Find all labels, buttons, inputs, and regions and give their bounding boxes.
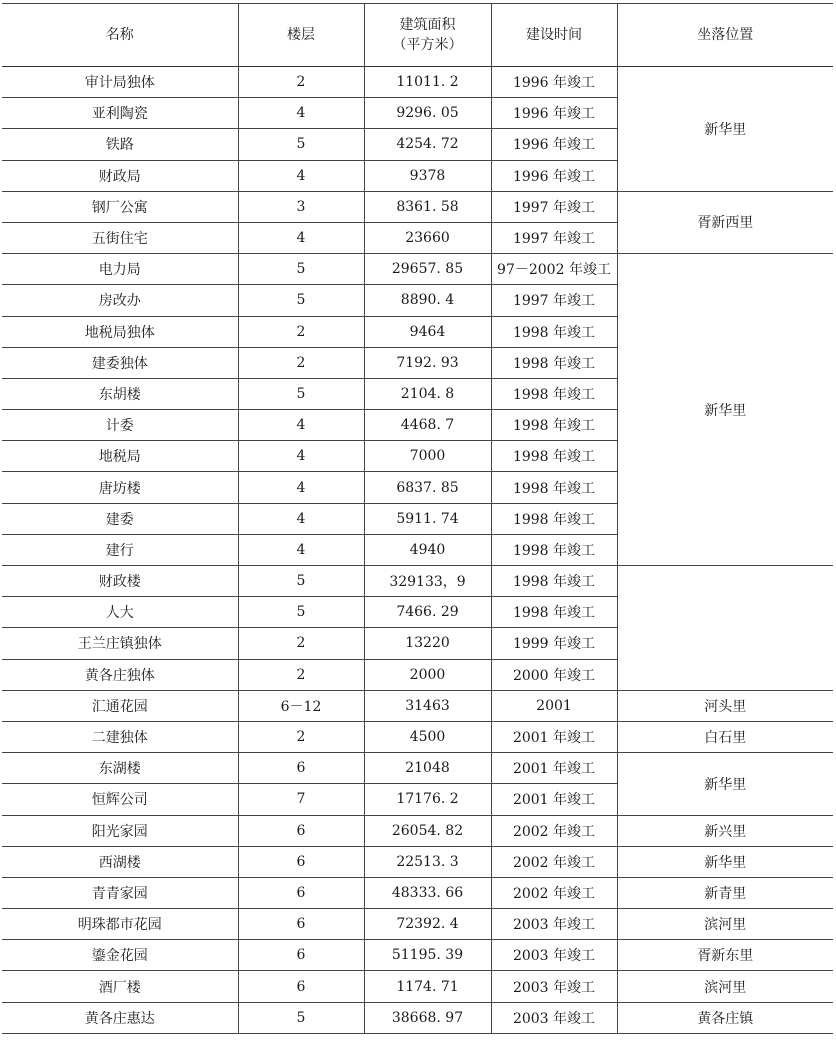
header-time: 建设时间 [491, 4, 617, 67]
cell-floors: 4 [238, 472, 364, 503]
cell-area: 329133，9 [364, 566, 491, 597]
table-row [2, 690, 833, 721]
cell-location: 新华里 [617, 67, 833, 192]
cell-floors: 6 [238, 909, 364, 940]
cell-floors: 6－12 [238, 690, 364, 721]
cell-floors: 5 [238, 254, 364, 285]
cell-name: 铁路 [2, 129, 238, 160]
cell-area: 29657. 85 [364, 254, 491, 285]
cell-time: 1999 年竣工 [491, 628, 617, 659]
cell-time: 1997 年竣工 [491, 191, 617, 222]
cell-name: 建委 [2, 503, 238, 534]
cell-time: 2002 年竣工 [491, 846, 617, 877]
header-area-line2: （平方米） [392, 37, 463, 53]
cell-time: 1996 年竣工 [491, 129, 617, 160]
cell-time: 2001 年竣工 [491, 753, 617, 784]
cell-name: 财政局 [2, 160, 238, 191]
cell-area: 72392. 4 [364, 909, 491, 940]
cell-floors: 6 [238, 877, 364, 908]
cell-time: 2003 年竣工 [491, 971, 617, 1002]
cell-area: 4254. 72 [364, 129, 491, 160]
cell-time: 1998 年竣工 [491, 347, 617, 378]
cell-area: 4940 [364, 534, 491, 565]
cell-floors: 6 [238, 940, 364, 971]
cell-time: 2003 年竣工 [491, 940, 617, 971]
cell-time: 1998 年竣工 [491, 378, 617, 409]
table-row [2, 191, 833, 222]
cell-floors: 2 [238, 67, 364, 98]
table-row [2, 971, 833, 1002]
cell-area: 1174. 71 [364, 971, 491, 1002]
cell-area: 2104. 8 [364, 378, 491, 409]
table-row [2, 877, 833, 908]
table-body [2, 67, 833, 1034]
cell-location: 滨河里 [617, 971, 833, 1002]
cell-floors: 6 [238, 971, 364, 1002]
cell-time: 2002 年竣工 [491, 815, 617, 846]
cell-time: 1996 年竣工 [491, 160, 617, 191]
cell-time: 1998 年竣工 [491, 441, 617, 472]
cell-time: 1998 年竣工 [491, 503, 617, 534]
cell-name: 房改办 [2, 285, 238, 316]
header-floors: 楼层 [238, 4, 364, 67]
cell-floors: 5 [238, 285, 364, 316]
cell-location: 滨河里 [617, 909, 833, 940]
cell-area: 38668. 97 [364, 1002, 491, 1033]
cell-time: 97－2002 年竣工 [491, 254, 617, 285]
cell-location: 胥新东里 [617, 940, 833, 971]
cell-floors: 2 [238, 659, 364, 690]
cell-location: 黄各庄镇 [617, 1002, 833, 1033]
cell-name: 人大 [2, 597, 238, 628]
header-row [2, 4, 833, 67]
cell-time: 2002 年竣工 [491, 877, 617, 908]
cell-location: 胥新西里 [617, 191, 833, 253]
cell-name: 酒厂楼 [2, 971, 238, 1002]
cell-time: 1996 年竣工 [491, 67, 617, 98]
header-area-line1: 建筑面积 [399, 17, 456, 33]
cell-area: 48333. 66 [364, 877, 491, 908]
cell-time: 1998 年竣工 [491, 566, 617, 597]
cell-name: 五街住宅 [2, 222, 238, 253]
cell-floors: 5 [238, 378, 364, 409]
cell-time: 1997 年竣工 [491, 222, 617, 253]
cell-time: 1998 年竣工 [491, 472, 617, 503]
cell-floors: 4 [238, 222, 364, 253]
cell-floors: 6 [238, 815, 364, 846]
cell-floors: 4 [238, 160, 364, 191]
cell-time: 1998 年竣工 [491, 597, 617, 628]
cell-location: 新华里 [617, 254, 833, 566]
cell-name: 电力局 [2, 254, 238, 285]
cell-area: 7192. 93 [364, 347, 491, 378]
cell-area: 8361. 58 [364, 191, 491, 222]
table-row [2, 566, 833, 597]
cell-time: 2001 [491, 690, 617, 721]
cell-name: 恒辉公司 [2, 784, 238, 815]
table-row [2, 909, 833, 940]
header-location: 坐落位置 [617, 4, 833, 67]
cell-area: 7000 [364, 441, 491, 472]
table-row [2, 753, 833, 784]
cell-floors: 7 [238, 784, 364, 815]
cell-floors: 2 [238, 721, 364, 752]
cell-name: 计委 [2, 410, 238, 441]
cell-time: 2003 年竣工 [491, 1002, 617, 1033]
cell-area: 6837. 85 [364, 472, 491, 503]
cell-name: 东湖楼 [2, 753, 238, 784]
buildings-table [2, 3, 833, 1034]
cell-name: 地税局独体 [2, 316, 238, 347]
cell-area: 17176. 2 [364, 784, 491, 815]
table-row [2, 846, 833, 877]
cell-floors: 6 [238, 846, 364, 877]
cell-time: 1997 年竣工 [491, 285, 617, 316]
cell-time: 1996 年竣工 [491, 98, 617, 129]
cell-name: 明珠都市花园 [2, 909, 238, 940]
cell-time: 1998 年竣工 [491, 410, 617, 441]
cell-name: 地税局 [2, 441, 238, 472]
cell-location: 新青里 [617, 877, 833, 908]
header-area [364, 4, 491, 67]
cell-area: 11011. 2 [364, 67, 491, 98]
cell-area: 21048 [364, 753, 491, 784]
cell-area: 9464 [364, 316, 491, 347]
cell-name: 西湖楼 [2, 846, 238, 877]
cell-area: 23660 [364, 222, 491, 253]
cell-area: 22513. 3 [364, 846, 491, 877]
cell-floors: 6 [238, 753, 364, 784]
table-row [2, 815, 833, 846]
table-row [2, 254, 833, 285]
header-name: 名称 [2, 4, 238, 67]
table-row [2, 940, 833, 971]
cell-location [617, 566, 833, 691]
cell-area: 7466. 29 [364, 597, 491, 628]
cell-floors: 2 [238, 316, 364, 347]
cell-floors: 3 [238, 191, 364, 222]
cell-location: 新兴里 [617, 815, 833, 846]
cell-floors: 2 [238, 347, 364, 378]
cell-name: 建委独体 [2, 347, 238, 378]
cell-floors: 4 [238, 410, 364, 441]
cell-area: 4500 [364, 721, 491, 752]
cell-time: 2003 年竣工 [491, 909, 617, 940]
table-header [2, 4, 833, 67]
cell-name: 青青家园 [2, 877, 238, 908]
cell-location: 河头里 [617, 690, 833, 721]
cell-floors: 5 [238, 597, 364, 628]
cell-name: 王兰庄镇独体 [2, 628, 238, 659]
cell-name: 鎏金花园 [2, 940, 238, 971]
cell-area: 9296. 05 [364, 98, 491, 129]
cell-name: 唐坊楼 [2, 472, 238, 503]
cell-area: 51195. 39 [364, 940, 491, 971]
cell-area: 13220 [364, 628, 491, 659]
cell-name: 汇通花园 [2, 690, 238, 721]
cell-name: 黄各庄独体 [2, 659, 238, 690]
cell-area: 8890. 4 [364, 285, 491, 316]
cell-name: 阳光家园 [2, 815, 238, 846]
cell-floors: 5 [238, 566, 364, 597]
cell-floors: 4 [238, 503, 364, 534]
cell-area: 5911. 74 [364, 503, 491, 534]
cell-name: 黄各庄惠达 [2, 1002, 238, 1033]
table-row [2, 67, 833, 98]
cell-name: 二建独体 [2, 721, 238, 752]
cell-floors: 4 [238, 98, 364, 129]
table-row [2, 1002, 833, 1033]
cell-location: 白石里 [617, 721, 833, 752]
cell-name: 财政楼 [2, 566, 238, 597]
table-row [2, 721, 833, 752]
cell-time: 2000 年竣工 [491, 659, 617, 690]
cell-area: 31463 [364, 690, 491, 721]
cell-time: 2001 年竣工 [491, 721, 617, 752]
cell-location: 新华里 [617, 846, 833, 877]
cell-area: 2000 [364, 659, 491, 690]
cell-area: 4468. 7 [364, 410, 491, 441]
cell-floors: 4 [238, 534, 364, 565]
cell-time: 2001 年竣工 [491, 784, 617, 815]
cell-area: 26054. 82 [364, 815, 491, 846]
cell-floors: 5 [238, 1002, 364, 1033]
cell-floors: 2 [238, 628, 364, 659]
cell-name: 建行 [2, 534, 238, 565]
cell-location: 新华里 [617, 753, 833, 815]
cell-name: 亚利陶瓷 [2, 98, 238, 129]
cell-time: 1998 年竣工 [491, 534, 617, 565]
cell-floors: 5 [238, 129, 364, 160]
cell-name: 钢厂公寓 [2, 191, 238, 222]
cell-floors: 4 [238, 441, 364, 472]
cell-name: 东胡楼 [2, 378, 238, 409]
cell-area: 9378 [364, 160, 491, 191]
cell-time: 1998 年竣工 [491, 316, 617, 347]
cell-name: 审计局独体 [2, 67, 238, 98]
